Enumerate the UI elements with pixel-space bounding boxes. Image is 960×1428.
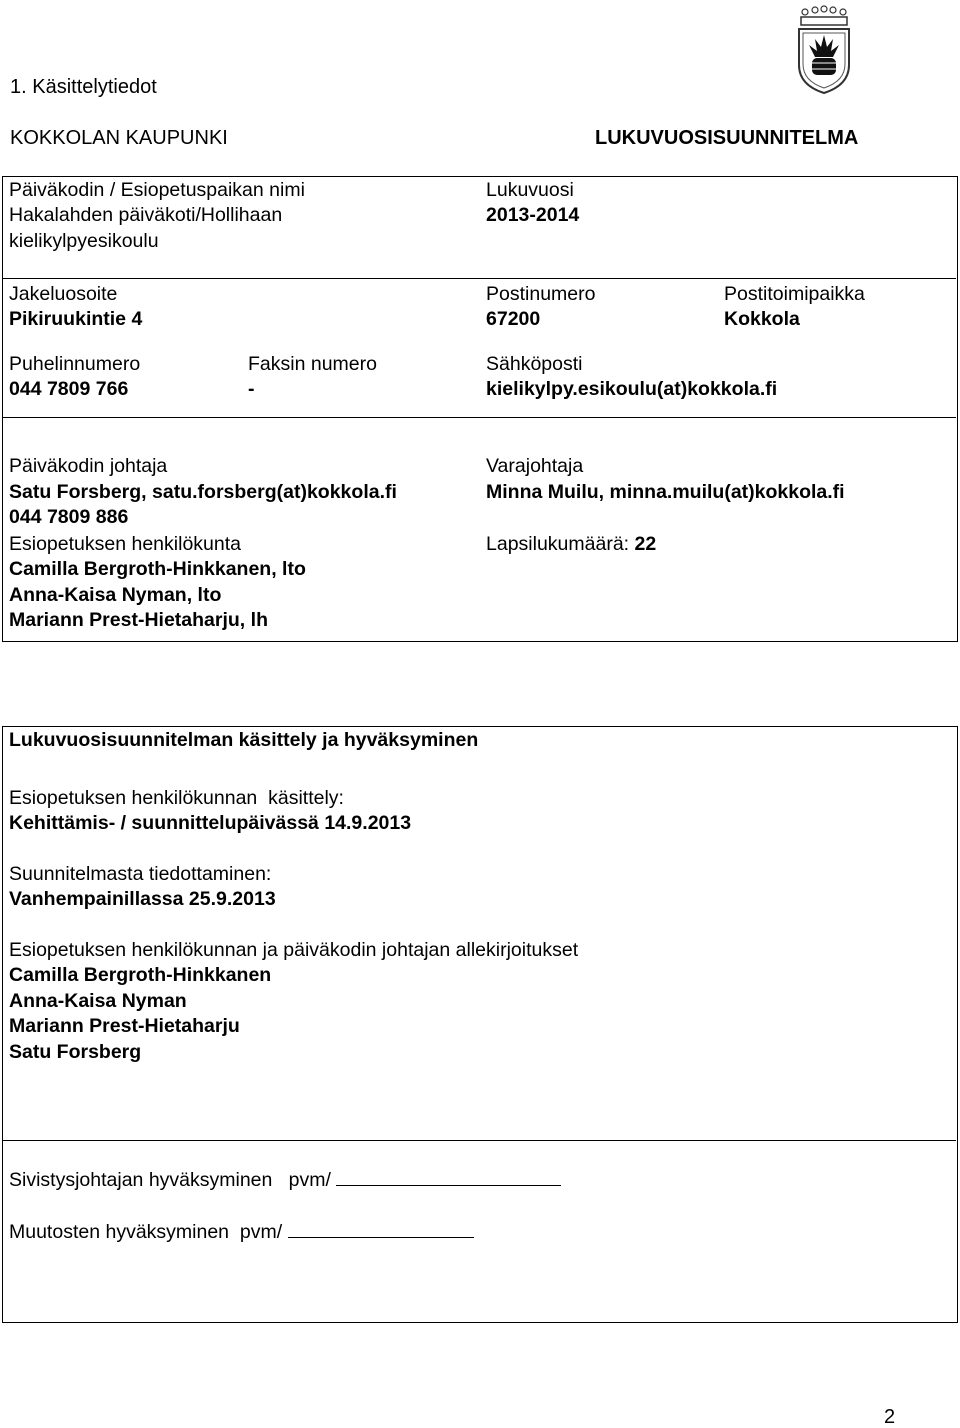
teacher-item: Mariann Prest-Hietaharju, lh: [9, 609, 268, 631]
phone-value: 044 7809 766: [9, 378, 129, 400]
address-value: Pikiruukintie 4: [9, 308, 143, 330]
teacher-item: Anna-Kaisa Nyman, lto: [9, 584, 222, 606]
informing-value: Vanhempainillassa 25.9.2013: [9, 888, 276, 910]
unit-label: Päiväkodin / Esiopetuspaikan nimi: [9, 179, 305, 201]
informing-label: Suunnitelmasta tiedottaminen:: [9, 863, 272, 885]
phone-label: Puhelinnumero: [9, 353, 141, 375]
deputy-value: Minna Muilu, minna.muilu(at)kokkola.fi: [486, 481, 845, 503]
children-value: 22: [634, 533, 657, 555]
fax-value: -: [248, 378, 255, 400]
section-title: 1. Käsittelytiedot: [10, 76, 157, 98]
postal-value: 67200: [486, 308, 541, 330]
divider: [3, 278, 956, 279]
coat-of-arms-logo: [793, 3, 855, 95]
director-phone: 044 7809 886: [9, 506, 129, 528]
director-value: Satu Forsberg, satu.forsberg(at)kokkola.fi: [9, 481, 397, 503]
signature-name: Mariann Prest-Hietaharju: [9, 1015, 240, 1037]
email-value: kielikylpy.esikoulu(at)kokkola.fi: [486, 378, 778, 400]
document-title: LUKUVUOSISUUNNITELMA: [595, 127, 859, 149]
deputy-label: Varajohtaja: [486, 455, 584, 477]
post-office-value: Kokkola: [724, 308, 800, 330]
signature-name: Satu Forsberg: [9, 1041, 142, 1063]
date-line[interactable]: [336, 1167, 561, 1186]
unit-value-line1: Hakalahden päiväkoti/Hollihaan: [9, 204, 283, 226]
teachers-label: Esiopetuksen henkilökunta: [9, 533, 241, 555]
postal-label: Postinumero: [486, 283, 596, 305]
teacher-item: Camilla Bergroth-Hinkkanen, lto: [9, 558, 306, 580]
signatures-label: Esiopetuksen henkilökunnan ja päiväkodin johtajan allekirjoitukset: [9, 939, 579, 961]
processing-label: Esiopetuksen henkilökunnan käsittely:: [9, 787, 344, 809]
email-label: Sähköposti: [486, 353, 583, 375]
director-approval-row: [9, 1167, 561, 1193]
year-label: Lukuvuosi: [486, 179, 574, 201]
children-count: [486, 531, 656, 557]
approval-heading: Lukuvuosisuunnitelman käsittely ja hyväksyminen: [9, 729, 479, 751]
signature-name: Camilla Bergroth-Hinkkanen: [9, 964, 272, 986]
year-value: 2013-2014: [486, 204, 580, 226]
date-line[interactable]: [288, 1219, 474, 1238]
director-label: Päiväkodin johtaja: [9, 455, 168, 477]
divider: [3, 1140, 956, 1141]
city-name: KOKKOLAN KAUPUNKI: [10, 127, 228, 149]
fax-label: Faksin numero: [248, 353, 377, 375]
changes-approval-label: Muutosten hyväksyminen pvm/: [9, 1221, 283, 1243]
post-office-label: Postitoimipaikka: [724, 283, 865, 305]
changes-approval-row: [9, 1219, 474, 1245]
divider: [3, 417, 956, 418]
director-approval-label: Sivistysjohtajan hyväksyminen pvm/: [9, 1169, 331, 1191]
children-label: Lapsilukumäärä:: [486, 533, 630, 555]
page-number: 2: [884, 1406, 896, 1428]
address-label: Jakeluosoite: [9, 283, 118, 305]
processing-value: Kehittämis- / suunnittelupäivässä 14.9.2013: [9, 812, 412, 834]
signature-name: Anna-Kaisa Nyman: [9, 990, 187, 1012]
unit-value-line2: kielikylpyesikoulu: [9, 230, 159, 252]
